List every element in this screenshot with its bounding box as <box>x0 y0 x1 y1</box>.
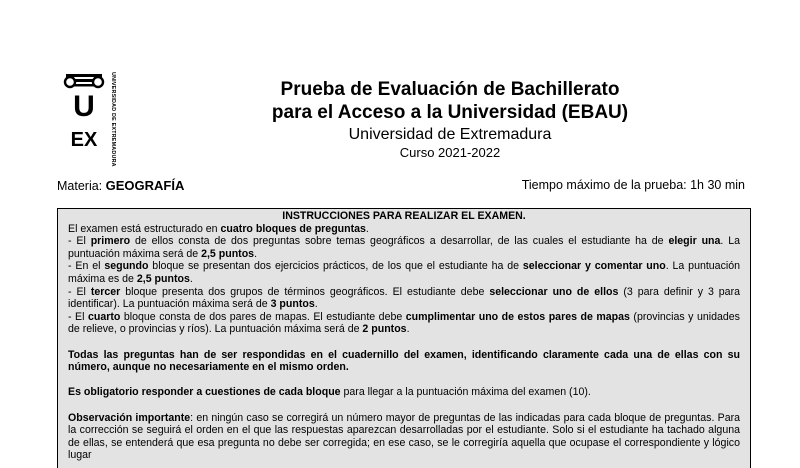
course-year: Curso 2021-2022 <box>399 145 501 160</box>
all-questions-note: Todas las preguntas han de ser respondidas en el cuadernillo del examen, identificando claramente cada una de ellas con su número, aunque no necesariamente en el mismo orden. <box>68 348 740 374</box>
subject-label: Materia: <box>57 179 103 193</box>
exam-meta <box>57 178 745 196</box>
instructions-box <box>57 208 751 468</box>
mandatory-note: Es obligatorio responder a cuestiones de cada bloque para llegar a la puntuación máxima del examen (10). <box>68 386 591 399</box>
max-time: Tiempo máximo de la prueba: 1h 30 min <box>521 178 745 192</box>
svg-text:UNIVERSIDAD DE EXTREMADURA: UNIVERSIDAD DE EXTREMADURA <box>110 72 116 167</box>
subject-value: GEOGRAFÍA <box>105 178 185 193</box>
title-line-1: Prueba de Evaluación de Bachillerato <box>280 79 620 100</box>
block-1-text: - El primero de ellos consta de dos preguntas sobre temas geográficos a desarrollar, de las cuales el estudiante ha de elegir una. La puntuación máxima será de 2,5 puntos. <box>68 235 740 260</box>
block-3-text: - El tercer bloque presenta dos grupos de términos geográficos. El estudiante debe seleccionar uno de ellos (3 para definir y 3 para identificar). La puntuación máxima será de 3 puntos. <box>68 285 740 311</box>
block-4-text: - El cuarto bloque consta de dos pares de mapas. El estudiante debe cumplimentar uno de estos pares de mapas (provincias y unidades de relieve, o provincias y ríos). La puntuación máxima será de 2 puntos. <box>68 310 740 336</box>
instructions-intro: El examen está estructurado en cuatro bloques de preguntas. <box>68 222 369 235</box>
instructions-heading: INSTRUCCIONES PARA REALIZAR EL EXAMEN. <box>282 210 526 222</box>
svg-text:EX: EX <box>70 129 98 151</box>
subject <box>57 178 184 193</box>
observation-note: Observación importante: en ningún caso se corregirá un número mayor de preguntas de las indicadas para cada bloque de preguntas. Para la corrección se seguirá el orden en el que las respuestas aparezcan desarrolladas por el estudiante. Solo si el estudiante ha tachado alguna de ellas, se entenderá que esa pregunta no debe ser corregida; en ese caso, se le corregiría aquella que ocupase el correspondiente y lógico lugar <box>68 411 741 462</box>
university-name: Universidad de Extremadura <box>348 126 552 143</box>
university-logo <box>62 70 124 167</box>
svg-text:U: U <box>73 90 95 123</box>
block-2-text: - En el segundo bloque se presentan dos ejercicios prácticos, de los que el estudiante ha de seleccionar y comentar uno. La puntuación máxima es de 2,5 puntos. <box>68 260 741 285</box>
document-header <box>200 78 700 161</box>
title-line-2: para el Acceso a la Universidad (EBAU) <box>271 102 629 123</box>
